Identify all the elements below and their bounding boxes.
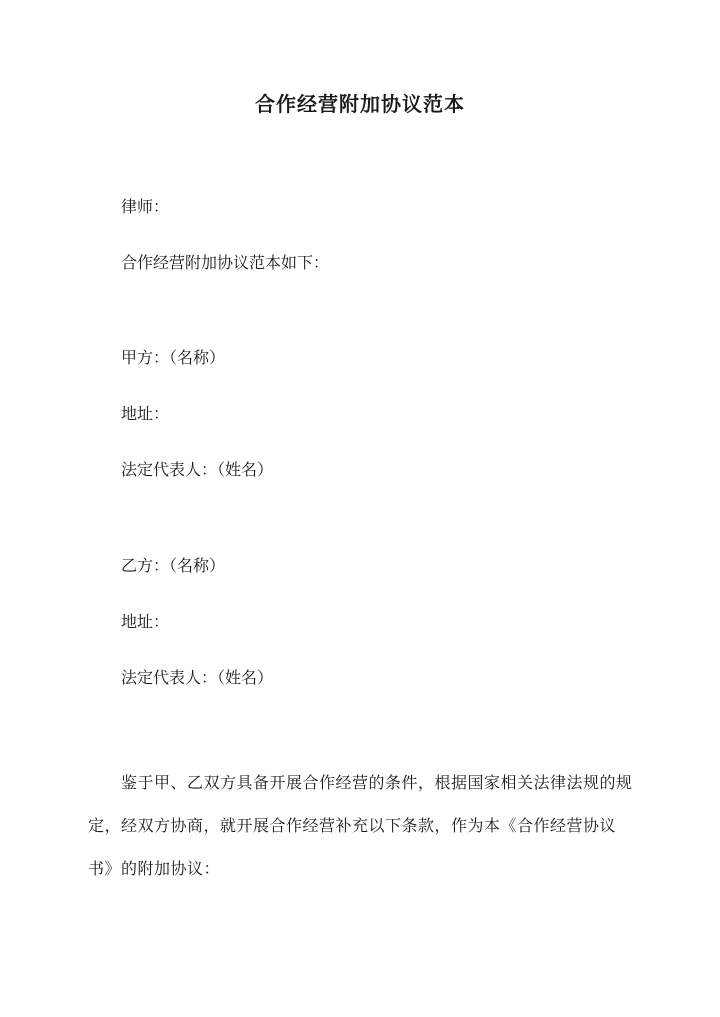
party-b-address: 地址： <box>121 612 170 631</box>
lawyer-label: 律师： <box>121 197 170 216</box>
preamble-paragraph: 鉴于甲、乙双方具备开展合作经营的条件，根据国家相关法律法规的规定，经双方协商，就开展合作经营补充以下条款，作为本《合作经营协议书》的附加协议： <box>88 773 633 878</box>
document-title: 合作经营附加协议范本 <box>255 92 465 116</box>
party-a-address: 地址： <box>121 404 170 423</box>
party-a-name: 甲方：（名称） <box>121 348 226 367</box>
party-b-name: 乙方：（名称） <box>121 556 226 575</box>
party-b-representative: 法定代表人：（姓名） <box>121 668 274 687</box>
party-a-representative: 法定代表人：（姓名） <box>121 460 274 479</box>
intro-text: 合作经营附加协议范本如下： <box>121 253 330 272</box>
